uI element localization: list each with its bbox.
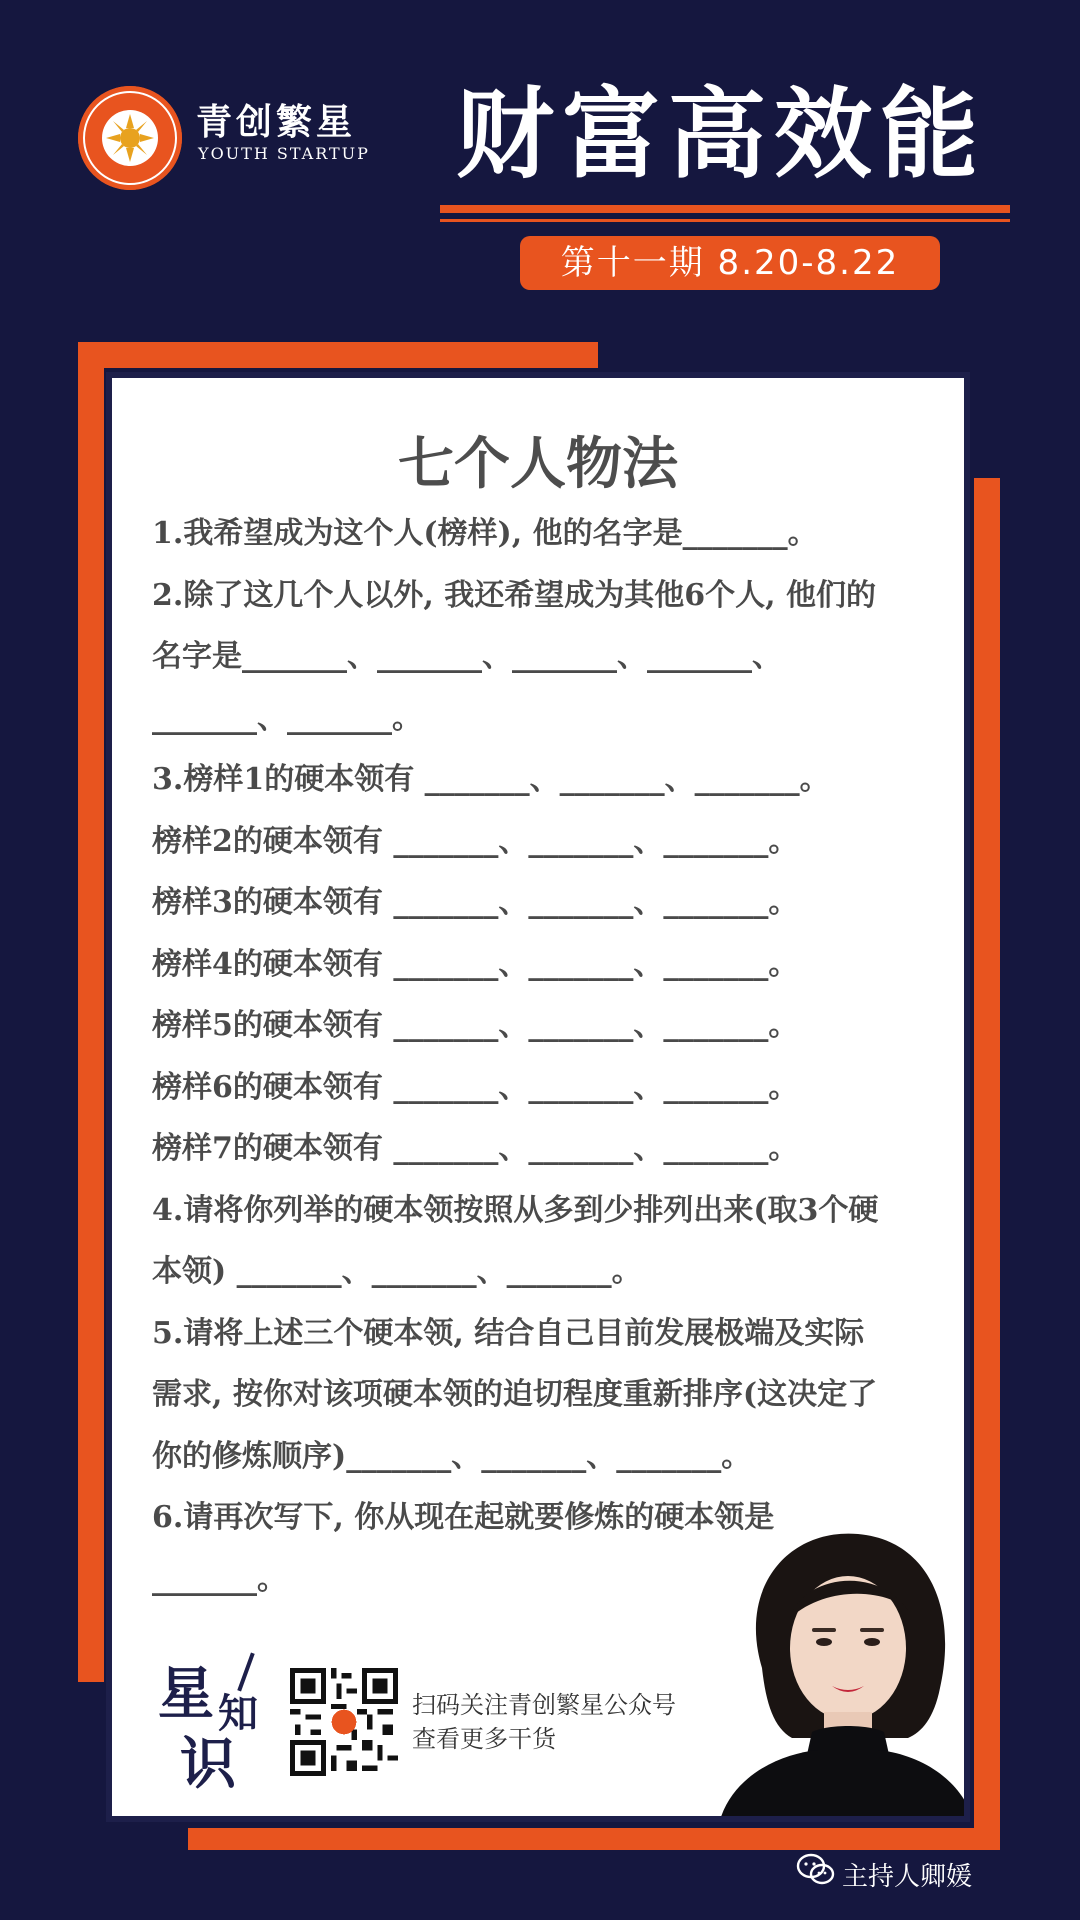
worksheet-line: 5.请将上述三个硬本领, 结合自己目前发展极端及实际: [152, 1315, 865, 1351]
worksheet-line: 4.请将你列举的硬本领按照从多到少排列出来(取3个硬: [152, 1192, 879, 1228]
worksheet-line: 本领) _______、_______、_______。: [152, 1254, 642, 1289]
worksheet-card: [106, 372, 970, 1822]
frame-accent-top: [78, 342, 598, 368]
frame-accent-right: [974, 478, 1000, 1850]
worksheet-line: 6.请再次写下, 你从现在起就要修炼的硬本领是: [152, 1500, 775, 1535]
issue-badge: 第十一期 8.20-8.22: [520, 236, 940, 290]
qr-caption-line1: 扫码关注青创繁星公众号: [412, 1691, 676, 1719]
worksheet-line: 2.除了这几个人以外, 我还希望成为其他6个人, 他们的: [152, 577, 876, 613]
worksheet-line: 1.我希望成为这个人(榜样), 他的名字是_______。: [152, 516, 818, 551]
qr-code-icon[interactable]: [290, 1668, 398, 1776]
sk-char-1: 星: [158, 1662, 214, 1727]
worksheet-line: 榜样7的硬本领有 _______、_______、_______。: [152, 1131, 799, 1166]
star-knowledge-logo: [158, 1650, 268, 1797]
brand-name-cn: 青创繁星: [196, 102, 357, 143]
title-underline: [440, 205, 1010, 213]
worksheet-line: 榜样6的硬本领有 _______、_______、_______。: [152, 1069, 799, 1105]
frame-accent-bottom: [188, 1828, 1000, 1850]
worksheet-line: _______、_______。: [152, 700, 422, 736]
worksheet-line: 3.榜样1的硬本领有 _______、_______、_______。: [152, 762, 830, 797]
worksheet-line: 榜样4的硬本领有 _______、_______、_______。: [152, 946, 799, 982]
host-portrait: [708, 1518, 970, 1822]
sk-char-2: 知: [218, 1691, 258, 1737]
worksheet-lines: [152, 503, 928, 1610]
brand-name-en: YOUTH STARTUP: [198, 144, 370, 163]
worksheet-title: 七个人物法: [398, 431, 678, 497]
title-underline-thin: [440, 219, 1010, 222]
frame-accent-left: [78, 342, 104, 1682]
qr-caption-line2: 查看更多干货: [412, 1725, 556, 1753]
wechat-icon: [796, 1852, 836, 1888]
brand-logo: [78, 86, 378, 196]
worksheet-line: 榜样2的硬本领有 _______、_______、_______。: [152, 823, 799, 859]
worksheet-line: 榜样5的硬本领有 _______、_______、_______。: [152, 1008, 799, 1043]
qr-caption: [412, 1688, 676, 1756]
sk-char-3: 识: [180, 1732, 236, 1797]
worksheet-line: 需求, 按你对该项硬本领的迫切程度重新排序(这决定了: [152, 1377, 878, 1412]
worksheet-line: 你的修炼顺序)_______、_______、_______。: [152, 1438, 752, 1474]
worksheet-line: _______。: [152, 1561, 287, 1597]
watermark-text: 主持人卿媛: [842, 1862, 973, 1892]
page-title: 财富高效能: [456, 78, 987, 192]
worksheet-line: 榜样3的硬本领有 _______、_______、_______。: [152, 885, 799, 920]
logo-emblem-icon: [78, 86, 182, 190]
worksheet-line: 名字是_______、_______、_______、_______、: [152, 639, 782, 674]
